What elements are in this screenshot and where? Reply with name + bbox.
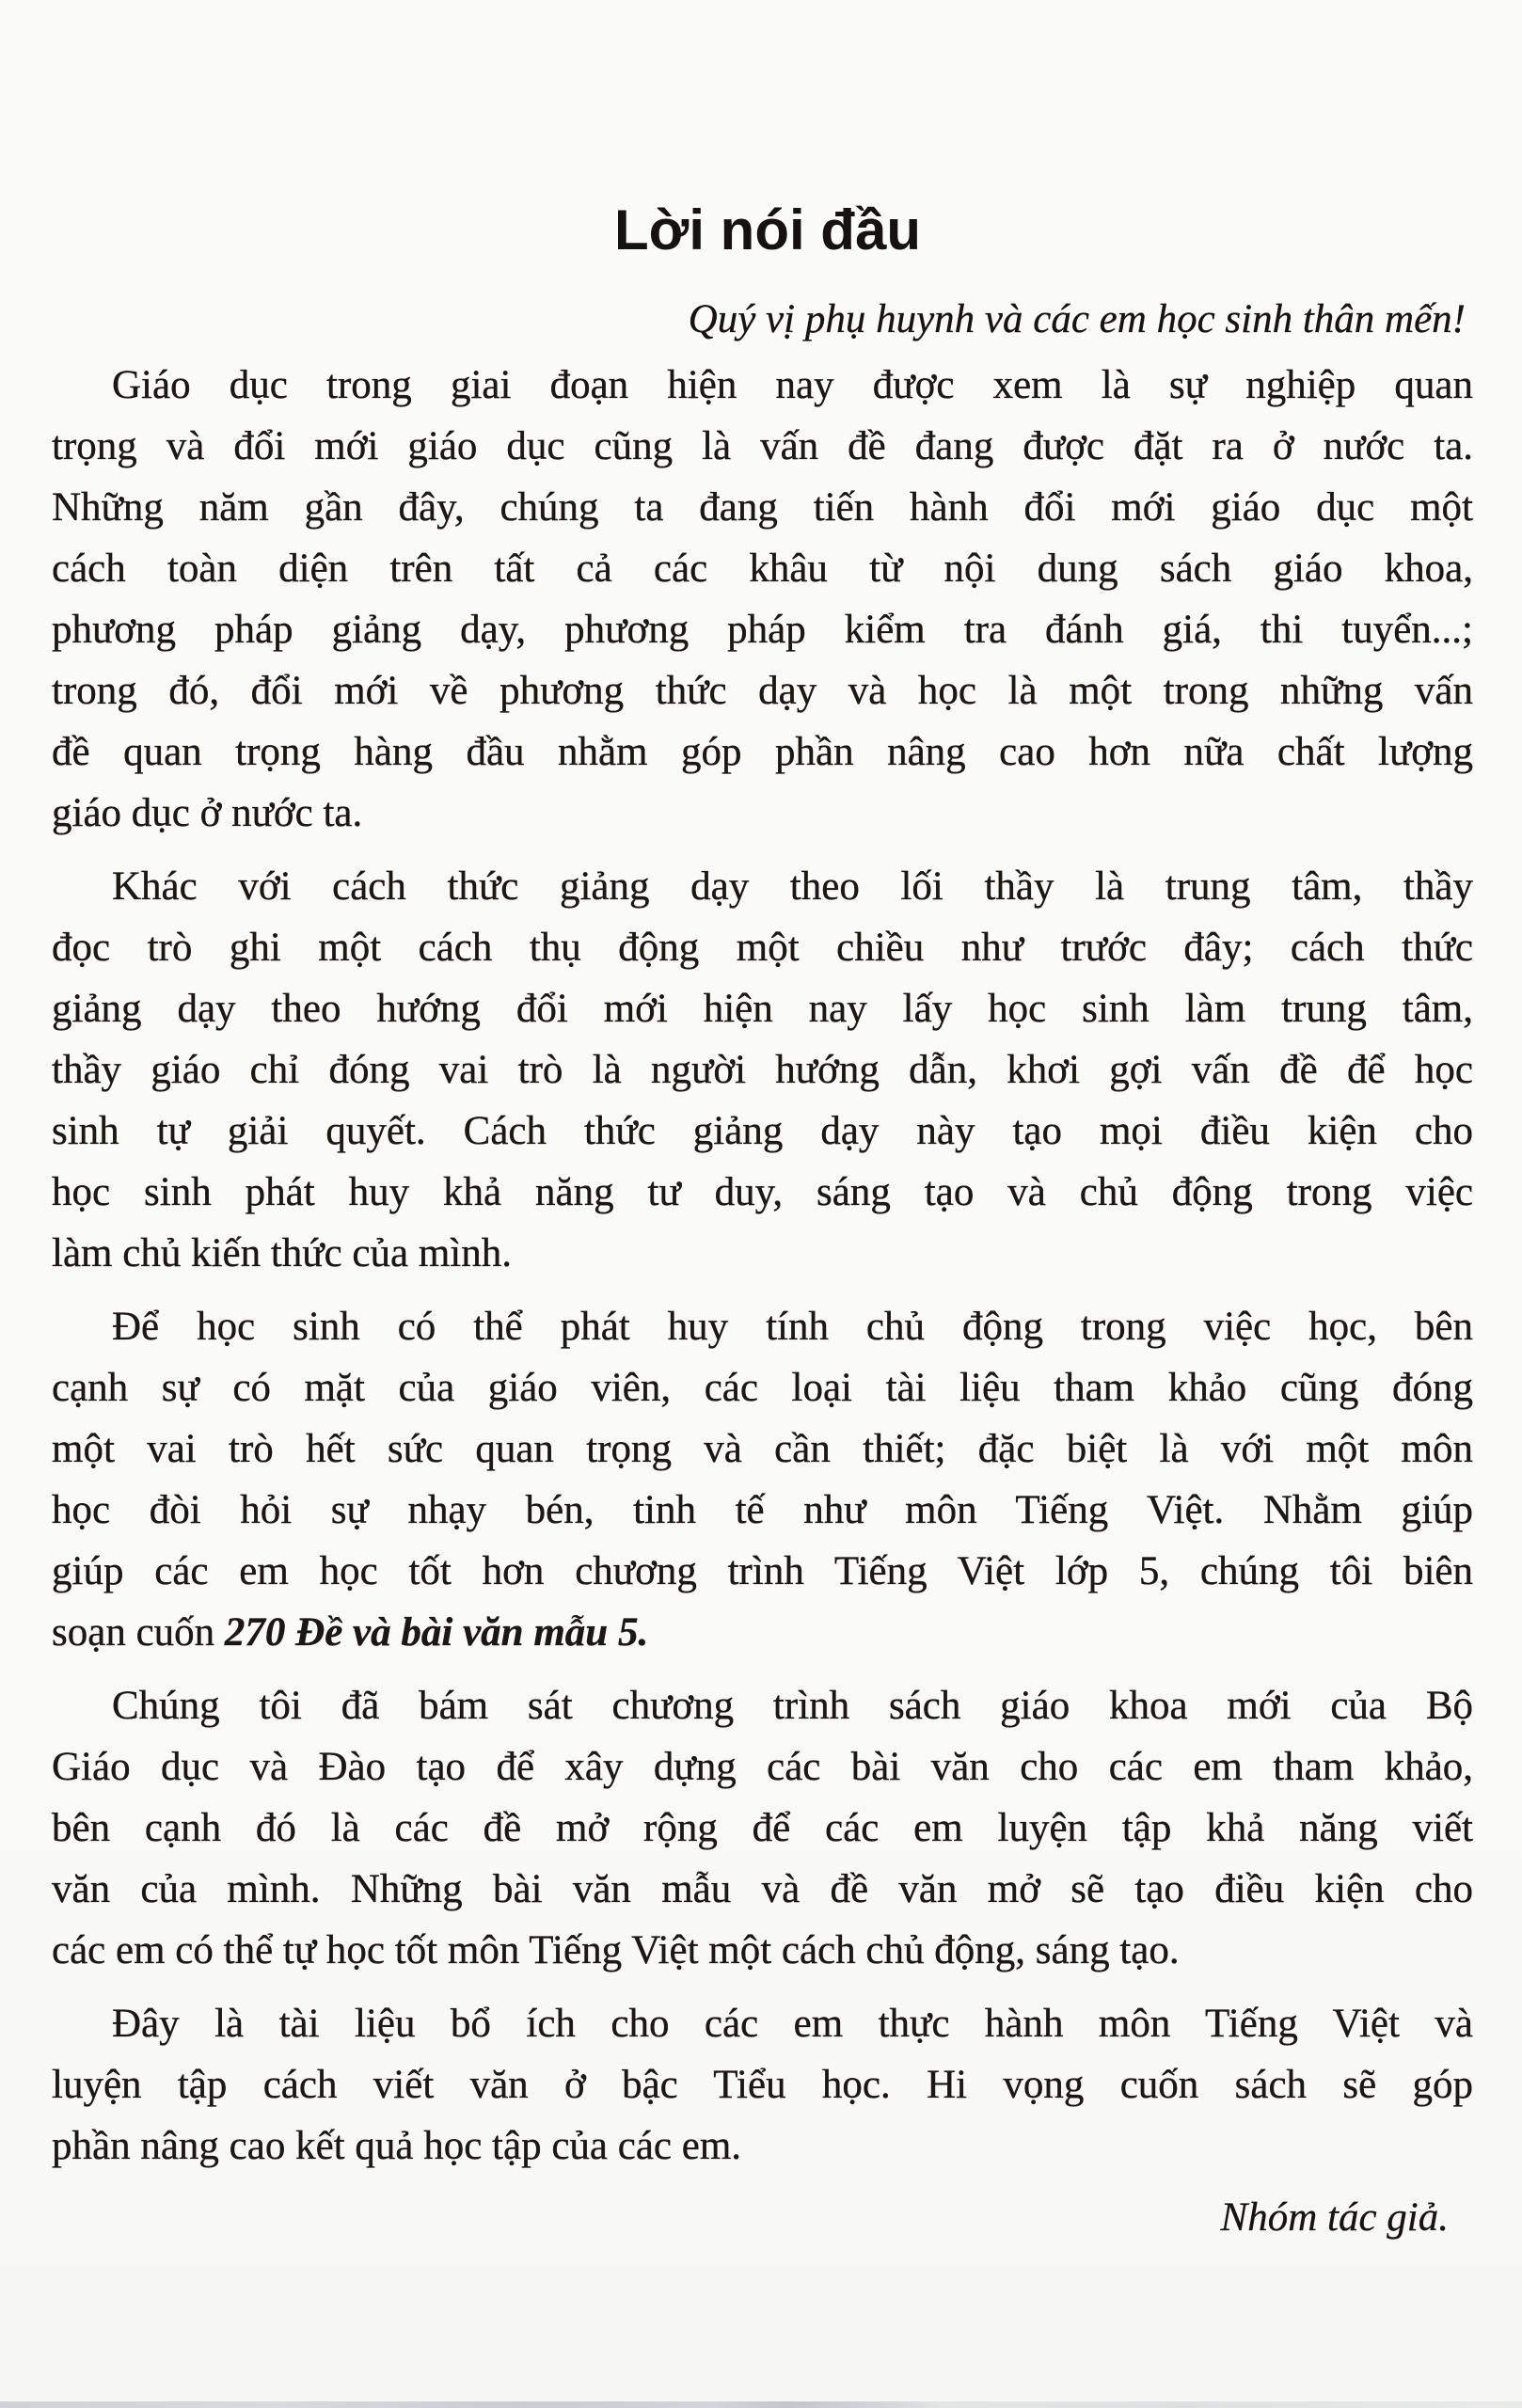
text-line: Những năm gần đây, chúng ta đang tiến hành đổi mới giáo dục một: [52, 485, 1473, 530]
paragraph: [52, 355, 1473, 844]
text-line: bên cạnh đó là các đề mở rộng để các em luyện tập khả năng viết: [52, 1806, 1473, 1850]
text-line: đề quan trọng hàng đầu nhằm góp phần nâng cao hơn nữa chất lượng: [52, 730, 1473, 774]
text-line: học sinh phát huy khả năng tư duy, sáng tạo và chủ động trong việc: [52, 1170, 1473, 1214]
text-line: các em có thể tự học tốt môn Tiếng Việt một cách chủ động, sáng tạo.: [52, 1928, 1180, 1972]
paragraph: [52, 1993, 1473, 2177]
text-line: Để học sinh có thể phát huy tính chủ động trong việc học, bên: [112, 1305, 1473, 1349]
text-line: giúp các em học tốt hơn chương trình Tiếng Việt lớp 5, chúng tôi biên: [52, 1549, 1473, 1593]
text-line: phương pháp giảng dạy, phương pháp kiểm tra đánh giá, thi tuyển...;: [52, 608, 1473, 652]
text-line: cạnh sự có mặt của giáo viên, các loại tài liệu tham khảo cũng đóng: [52, 1366, 1473, 1410]
page-title: Lời nói đầu: [614, 198, 921, 261]
text-line: sinh tự giải quyết. Cách thức giảng dạy này tạo mọi điều kiện cho: [52, 1109, 1473, 1153]
text-line: làm chủ kiến thức của mình.: [52, 1231, 512, 1275]
text-line: Giáo dục và Đào tạo để xây dựng các bài văn cho các em tham khảo,: [52, 1745, 1473, 1789]
salutation-line: Quý vị phụ huynh và các em học sinh thân mến!: [688, 297, 1466, 341]
text-line: Khác với cách thức giảng dạy theo lối thầy là trung tâm, thầy: [112, 864, 1473, 909]
text-line: Giáo dục trong giai đoạn hiện nay được xem là sự nghiệp quan: [112, 363, 1473, 407]
text-line: Chúng tôi đã bám sát chương trình sách giáo khoa mới của Bộ: [112, 1684, 1473, 1728]
text-line: luyện tập cách viết văn ở bậc Tiểu học. Hi vọng cuốn sách sẽ góp: [52, 2063, 1473, 2107]
paragraph: [52, 1675, 1473, 1981]
text-line: trọng và đổi mới giáo dục cũng là vấn đề đang được đặt ra ở nước ta.: [52, 424, 1473, 468]
text-line: cách toàn diện trên tất cả các khâu từ nội dung sách giáo khoa,: [52, 547, 1473, 591]
text-line: giảng dạy theo hướng đổi mới hiện nay lấy học sinh làm trung tâm,: [52, 987, 1473, 1031]
foreword-body: [52, 355, 1473, 2177]
paragraph: [52, 856, 1473, 1284]
paragraph: [52, 1296, 1473, 1663]
text-line: văn của mình. Những bài văn mẫu và đề văn mở sẽ tạo điều kiện cho: [52, 1867, 1473, 1911]
text-line: một vai trò hết sức quan trọng và cần thiết; đặc biệt là với một môn: [52, 1427, 1473, 1471]
text-line: giáo dục ở nước ta.: [52, 791, 363, 835]
text-line: soạn cuốn 270 Đề và bài văn mẫu 5.: [52, 1610, 649, 1655]
scan-edge-artifact: [0, 2401, 1522, 2408]
text-line: trong đó, đổi mới về phương thức dạy và học là một trong những vấn: [52, 669, 1473, 713]
text-line: đọc trò ghi một cách thụ động một chiều như trước đây; cách thức: [52, 926, 1473, 970]
text-line: học đòi hỏi sự nhạy bén, tinh tế như môn Tiếng Việt. Nhằm giúp: [52, 1488, 1473, 1532]
book-title-emphasis: 270 Đề và bài văn mẫu 5.: [224, 1610, 649, 1655]
author-signature: Nhóm tác giả.: [1220, 2195, 1449, 2240]
text-line: thầy giáo chỉ đóng vai trò là người hướng dẫn, khơi gợi vấn đề để học: [52, 1048, 1473, 1092]
text-line: Đây là tài liệu bổ ích cho các em thực hành môn Tiếng Việt và: [112, 2002, 1473, 2046]
text-line: phần nâng cao kết quả học tập của các em.: [52, 2124, 742, 2168]
